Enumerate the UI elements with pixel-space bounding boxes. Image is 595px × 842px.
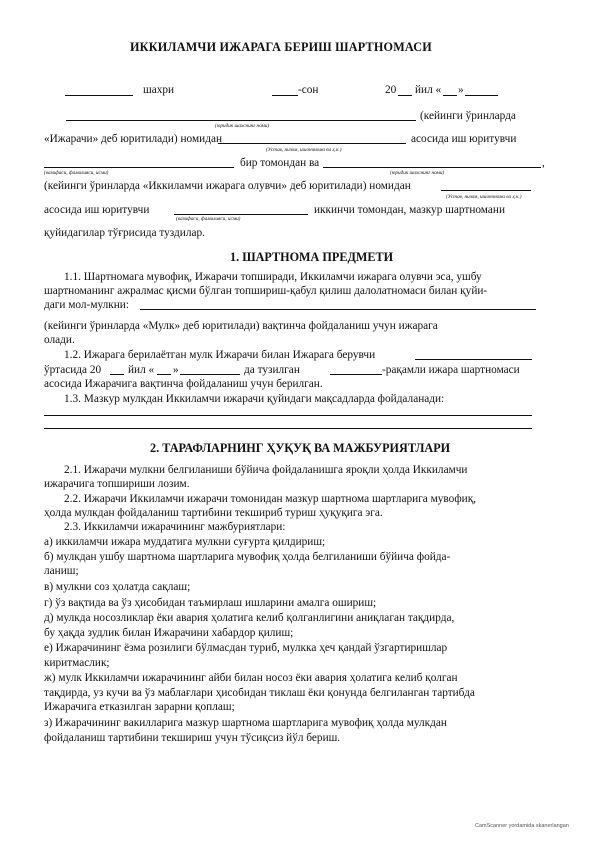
section-2-line: г) ўз вақтида ва ўз ҳисобидан таъмирлаш ишларини амалга ошириш;	[44, 597, 377, 609]
sublessee-position-blank[interactable]	[174, 214, 308, 215]
section-1-line-6: 1.2. Ижарага берилаётган мулк Ижарачи билан Ижарага берувчи	[64, 349, 376, 361]
section-1-line-4: (кейинги ўринларда «Мулк» деб юритилади) вақтинча фойдаланиш учун ижарага	[44, 320, 438, 332]
section-2-line: тақдирда, уз кучи ва ўз маблағлари ҳисобидан тиклаш ёки қонунда белгиланган тартибда	[44, 687, 475, 699]
caption-legal-name-2: (юридик шахснинг номи)	[390, 170, 445, 176]
lessee-position-blank[interactable]	[44, 167, 234, 168]
preamble-line-3-end: ,	[542, 157, 545, 169]
section-2-line: б) мулкдан ушбу шартнома шартларига мувофиқ ҳолда белгиланиши бўйича фойда-	[44, 551, 451, 563]
section-2-heading: 2. ТАРАФЛАРНИНГ ҲУҚУҚ ВА МАЖБУРИЯТЛАРИ	[150, 441, 451, 455]
lease-year-blank[interactable]	[110, 374, 124, 375]
section-2-line: фойдаланиш тартибини текшириш учун тўсиқсиз йўл бериш.	[44, 732, 341, 744]
sublessee-name-blank[interactable]	[323, 167, 541, 168]
section-2-line: бу ҳақда зудлик билан Ижарачини хабардор қилиш;	[44, 627, 294, 639]
section-2-line: е) Ижарачининг ёзма розилиги бўлмасдан туриб, мулкка ҳеч қандай ўзгартиришлар	[44, 642, 448, 654]
lease-number-blank[interactable]	[330, 374, 382, 375]
caption-position-2: (вазифаси, фамилияси, исми)	[176, 216, 241, 222]
section-2-line: ҳолда мулкдан фойдаланиш тартибини текшириб туриш ҳуқуқига эга.	[44, 507, 383, 519]
section-1-line-7b: йил «	[128, 364, 155, 376]
preamble-line-4-start: (кейинги ўринларда «Иккиламчи ижарага олувчи» деб юритилади) номидан	[44, 180, 411, 192]
section-1-line-2: шартноманинг ажралмас қисми бўлган топшириш-қабул қилиш далолатномаси билан қуйи-	[44, 285, 488, 297]
section-2-line: д) мулкда носозликлар ёки авария ҳолатига келиб қолганлигини аниқлаган тақдирда,	[44, 612, 455, 624]
section-1-line-1: 1.1. Шартномага мувофиқ, Ижарачи топширади, Иккиламчи ижарага олувчи эса, ушбу	[64, 271, 482, 283]
caption-charter-1: (Устав, низом, ишончнома ва ҳ.к.)	[266, 147, 342, 153]
city-label: шахри	[143, 84, 175, 96]
preamble-line-2-end: асосида иш юритувчи	[411, 133, 517, 145]
year-prefix: 20	[385, 84, 397, 96]
month-blank[interactable]	[465, 95, 498, 96]
caption-legal-name-1: (юридик шахснинг номи)	[215, 123, 270, 129]
scanner-watermark: CamScanner yordamida skanerlangan	[475, 823, 569, 829]
section-1-line-7d: да тузилган	[244, 364, 300, 376]
lease-day-blank[interactable]	[157, 374, 171, 375]
section-2-line: 2.1. Ижарачи мулкни белгиланиши бўйича фойдаланишга яроқли ҳолда Иккиламчи	[64, 464, 468, 476]
section-1-line-7a: ўртасида 20	[44, 364, 102, 376]
purpose-blank-1[interactable]	[44, 415, 532, 416]
year-suffix: йил «	[415, 84, 442, 96]
section-2-line: киритмаслик;	[44, 657, 110, 669]
section-1-line-7e: -рақамли ижара шартномаси	[382, 364, 520, 376]
caption-position-1: (вазифаси, фамилияси, исми)	[44, 170, 109, 176]
year-blank[interactable]	[398, 95, 412, 96]
section-2-line: з) Ижарачининг вакилларига мазкур шартнома шартларига мувофиқ ҳолда мулкдан	[44, 717, 447, 729]
lessor-blank[interactable]	[415, 359, 532, 360]
section-1-heading: 1. ШАРТНОМА ПРЕДМЕТИ	[230, 250, 394, 264]
caption-charter-2: (Устав, низом, ишончнома ва ҳ.к.)	[446, 194, 522, 200]
document-title: ИККИЛАМЧИ ИЖАРАГА БЕРИШ ШАРТНОМАСИ	[130, 40, 432, 54]
date-close: »	[458, 84, 464, 96]
lease-month-blank[interactable]	[180, 374, 240, 375]
section-1-line-7c: »	[173, 364, 179, 376]
preamble-line-2-start: «Ижарачи» деб юритилади) номидан	[44, 133, 222, 145]
preamble-line-5-end: иккинчи томондан, мазкур шартномани	[314, 204, 505, 216]
section-2-line: ж) мулк Иккиламчи ижарачининг айби билан носоз ёки авария ҳолатига келиб қолган	[44, 672, 458, 684]
section-2-line: в) мулкни соз ҳолатда сақлаш;	[44, 581, 191, 593]
section-1-line-9: 1.3. Мазкур мулкдан Иккиламчи ижарачи қуйидаги мақсадларда фойдаланади:	[64, 393, 445, 405]
preamble-line-6: қуйидагилар тўғрисида туздилар.	[44, 227, 205, 239]
number-blank[interactable]	[272, 95, 298, 96]
section-2-line: а) иккиламчи ижара муддатига мулкни суғурта қилдириш;	[44, 536, 326, 548]
lessee-basis-blank[interactable]	[218, 143, 406, 144]
preamble-line-5-start: асосида иш юритувчи	[44, 204, 150, 216]
city-blank[interactable]	[65, 95, 133, 96]
property-blank[interactable]	[140, 309, 536, 310]
sublessee-basis-blank[interactable]	[441, 190, 531, 191]
section-2-line: 2.3. Иккиламчи ижарачининг мажбуриятлари:	[64, 521, 286, 533]
section-1-line-5: олади.	[44, 334, 75, 346]
preamble-line-3-mid: бир томондан ва	[240, 157, 320, 169]
purpose-blank-2[interactable]	[44, 428, 532, 429]
section-2-line: 2.2. Ижарачи Иккиламчи ижарачи томонидан мазкур шартнома шартларига мувофиқ,	[64, 493, 477, 505]
number-label: -сон	[298, 84, 319, 96]
preamble-line-1-end: (кейинги ўринларда	[420, 110, 516, 122]
lessee-name-blank[interactable]	[66, 120, 416, 121]
section-1-line-8: асосида Ижарачига вақтинча фойдаланиш учун берилган.	[44, 378, 323, 390]
section-2-line: Ижарачига етказилган зарарни қоплаш;	[44, 701, 235, 713]
day-blank[interactable]	[443, 95, 457, 96]
section-2-line: ижарачига топшириши лозим.	[44, 478, 190, 490]
section-1-line-3: даги мол-мулкни:	[44, 299, 129, 311]
section-2-line: ланиш;	[44, 565, 79, 577]
